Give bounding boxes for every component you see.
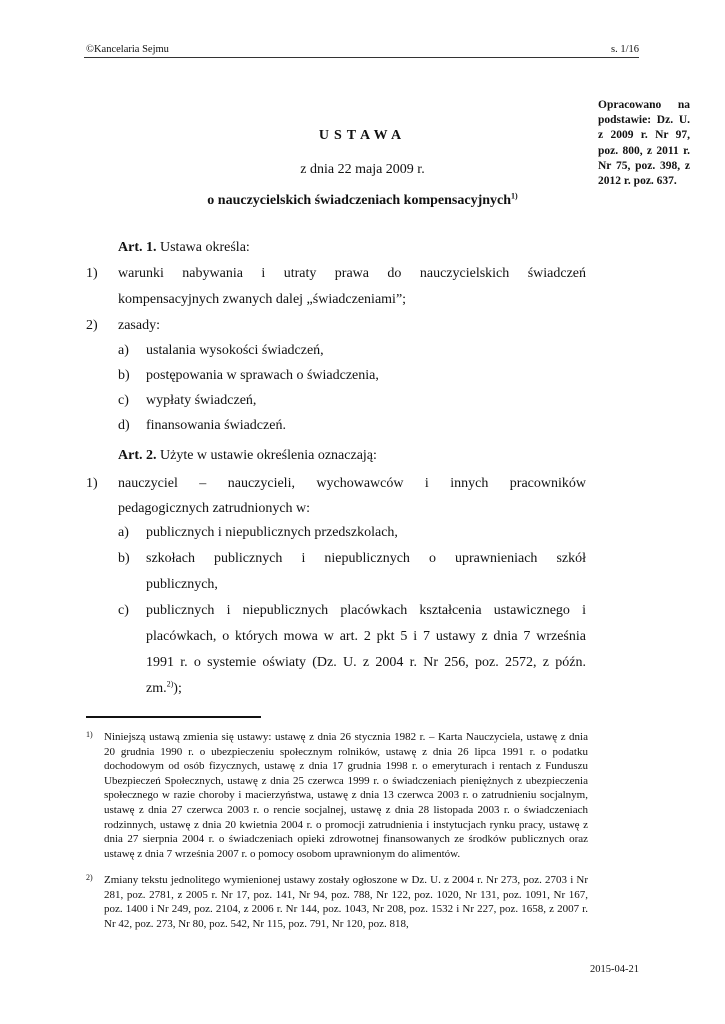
footnote-2-text: Zmiany tekstu jednolitego wymienionej ustawy zostały ogłoszone w Dz. U. z 2004 r. Nr 273, poz. 2703 i Nr 281, poz. 2781, z 2005 r. Nr 17, poz. 141, Nr 94, poz. 788, Nr 122, poz. 1020, Nr 131, poz. 1091, Nr 167, poz. 1400 i Nr 249, poz. 2104, z 2006 r. Nr 144, poz. 1043, Nr 208, poz. 1532 i Nr 227, poz. 1658, z 2007 r. Nr 42, poz. 273, Nr 80, poz. 542, Nr 115, poz. 791, Nr 120, poz. 818, bbox=[104, 874, 588, 930]
document-subject bbox=[0, 193, 725, 209]
document-date: z dnia 22 maja 2009 r. bbox=[300, 162, 425, 177]
art2-a-text: publicznych i niepublicznych przedszkolach, bbox=[146, 525, 398, 540]
art1-sub-d-text: finansowania świadczeń. bbox=[146, 418, 286, 433]
header-page-number: s. 1/16 bbox=[610, 44, 639, 55]
art2-b-letter: b) bbox=[118, 551, 130, 566]
art2-c-line4-pre: zm. bbox=[146, 681, 167, 696]
art1-item2-line1: zasady: bbox=[118, 318, 160, 333]
art2-c-line3: 1991 r. o systemie oświaty (Dz. U. z 2004 r. Nr 256, poz. 2572, z późn. bbox=[146, 655, 586, 670]
art1-intro bbox=[118, 235, 250, 261]
footnote-separator bbox=[86, 716, 261, 718]
art2-b-line2: publicznych, bbox=[146, 577, 218, 592]
art2-b-line1: szkołach publicznych i niepublicznych o uprawnieniach szkół bbox=[146, 551, 586, 566]
art2-c-line4 bbox=[146, 676, 182, 702]
art1-label: Art. 1. bbox=[118, 240, 157, 255]
art1-sub-c-text: wypłaty świadczeń, bbox=[146, 393, 257, 408]
art1-sub-d-letter: d) bbox=[118, 418, 130, 433]
art2-intro bbox=[118, 443, 377, 469]
document-title: USTAWA bbox=[318, 128, 407, 143]
header-publisher: ©Kancelaria Sejmu bbox=[86, 44, 169, 55]
art1-item2-num: 2) bbox=[86, 318, 98, 333]
art2-item1-line1: nauczyciel – nauczycieli, wychowawców i innych pracowników bbox=[118, 476, 586, 491]
art1-sub-b-text: postępowania w sprawach o świadczenia, bbox=[146, 368, 379, 383]
footer-date: 2015-04-21 bbox=[590, 964, 639, 975]
art2-c-line1: publicznych i niepublicznych placówkach kształcenia ustawicznego i bbox=[146, 603, 586, 618]
art1-item1-line1: warunki nabywania i utraty prawa do nauczycielskich świadczeń bbox=[118, 266, 586, 281]
subject-footnote-ref[interactable]: 1) bbox=[511, 191, 518, 201]
art1-sub-b-letter: b) bbox=[118, 368, 130, 383]
art2-a-letter: a) bbox=[118, 525, 129, 540]
art2-c-footnote-ref[interactable]: 2) bbox=[166, 679, 174, 689]
side-note-source: Opracowano na podstawie: Dz. U. z 2009 r. Nr 97, poz. 800, z 2011 r. Nr 75, poz. 398, z 2012 r. poz. 637. bbox=[598, 99, 690, 188]
art1-sub-c-letter: c) bbox=[118, 393, 129, 408]
art1-sub-a-letter: a) bbox=[118, 343, 129, 358]
footnote-1-mark: 1) bbox=[86, 730, 93, 739]
art1-text: Ustawa określa: bbox=[160, 240, 250, 255]
art2-c-letter: c) bbox=[118, 603, 129, 618]
art1-item1-num: 1) bbox=[86, 266, 98, 281]
footnote-1-text: Niniejszą ustawą zmienia się ustawy: ustawę z dnia 26 stycznia 1982 r. – Karta Nauczyciela, ustawę z dnia 20 grudnia 1990 r. o ubezpieczeniu społecznym rolników, ustawę z dnia 26 lipca 1991 r. o podatku dochodowym od osób fizycznych, ustawę z dnia 17 grudnia 1998 r. o emeryturach i rentach z Funduszu Ubezpieczeń Społecznych, ustawę z dnia 25 czerwca 1999 r. o świadczeniach pieniężnych z ubezpieczenia społecznego w razie choroby i macierzyństwa, ustawę z dnia 13 czerwca 2003 r. o zatrudnieniu socjalnym, ustawę z dnia 27 czerwca 2003 r. o rencie socjalnej, ustawę z dnia 28 listopada 2003 r. o świadczeniach rodzinnych, ustawę z dnia 20 kwietnia 2004 r. o promocji zatrudnienia i instytucjach rynku pracy, ustawę z dnia 27 sierpnia 2004 r. o świadczeniach opieki zdrowotnej finansowanych ze środków publicznych oraz ustawę z dnia 7 września 2007 r. o pomocy osobom uprawnionym do alimentów. bbox=[104, 731, 588, 860]
art1-sub-a-text: ustalania wysokości świadczeń, bbox=[146, 343, 324, 358]
header-rule bbox=[84, 57, 639, 58]
art1-item1-line2: kompensacyjnych zwanych dalej „świadczeniami”; bbox=[118, 292, 407, 307]
footnote-2-mark: 2) bbox=[86, 873, 93, 882]
art2-label: Art. 2. bbox=[118, 448, 157, 463]
art2-c-line2: placówkach, o których mowa w art. 2 pkt 5 i 7 ustawy z dnia 7 września bbox=[146, 629, 586, 644]
subject-text: o nauczycielskich świadczeniach kompensacyjnych bbox=[207, 193, 512, 208]
art2-c-line4-post: ); bbox=[173, 681, 182, 696]
art2-item1-line2: pedagogicznych zatrudnionych w: bbox=[118, 501, 311, 516]
art2-text: Użyte w ustawie określenia oznaczają: bbox=[160, 448, 377, 463]
art2-item1-num: 1) bbox=[86, 476, 98, 491]
